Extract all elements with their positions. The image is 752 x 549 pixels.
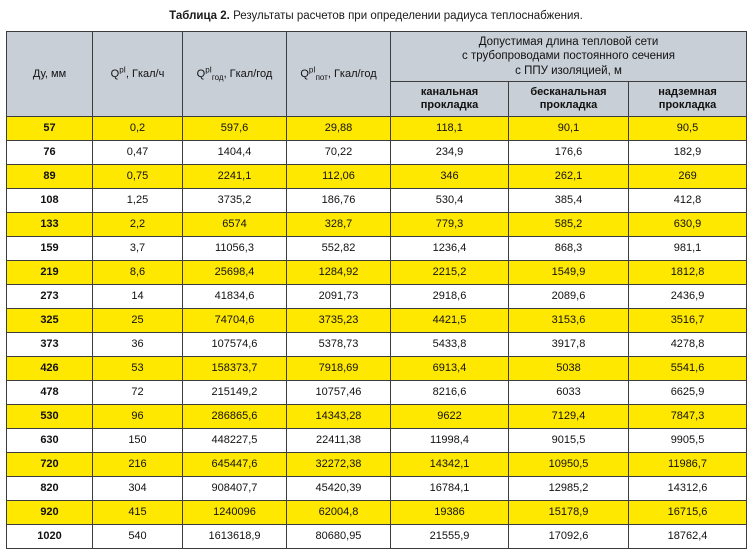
- header-q-loss: [287, 31, 391, 117]
- cell-q-year: 448227,5: [183, 429, 287, 453]
- cell-len-channelless: 262,1: [509, 165, 629, 189]
- cell-q-loss: 32272,38: [287, 453, 391, 477]
- header-allowed-length-group: [391, 31, 747, 81]
- header-channel-laying: канальная прокладка: [391, 81, 509, 116]
- table-row: [7, 405, 747, 429]
- header-q-loss-unit: , Гкал/год: [327, 67, 377, 80]
- cell-len-above: 3516,7: [629, 309, 747, 333]
- cell-q-year: 1613618,9: [183, 525, 287, 549]
- cell-dn: 478: [7, 381, 93, 405]
- cell-q-hour: 0,47: [93, 141, 183, 165]
- table-row: [7, 333, 747, 357]
- cell-len-above: 412,8: [629, 189, 747, 213]
- cell-q-loss: 70,22: [287, 141, 391, 165]
- cell-q-loss: 112,06: [287, 165, 391, 189]
- cell-len-above: 2436,9: [629, 285, 747, 309]
- cell-len-channelless: 3153,6: [509, 309, 629, 333]
- header-q-hour-symbol: Q: [110, 67, 120, 80]
- header-q-hour-sup: рI: [119, 65, 126, 75]
- cell-q-loss: 7918,69: [287, 357, 391, 381]
- cell-len-channelless: 176,6: [509, 141, 629, 165]
- cell-dn: 133: [7, 213, 93, 237]
- cell-len-above: 182,9: [629, 141, 747, 165]
- cell-len-channelless: 10950,5: [509, 453, 629, 477]
- cell-q-loss: 2091,73: [287, 285, 391, 309]
- caption-label: Таблица 2.: [169, 10, 230, 22]
- header-q-year-unit: , Гкал/год: [223, 67, 273, 80]
- header-dn: [7, 31, 93, 117]
- cell-len-above: 981,1: [629, 237, 747, 261]
- cell-q-hour: 96: [93, 405, 183, 429]
- cell-len-channelless: 2089,6: [509, 285, 629, 309]
- header-q-year-sub: год: [211, 72, 224, 82]
- cell-dn: 108: [7, 189, 93, 213]
- cell-len-channel: 234,9: [391, 141, 509, 165]
- cell-dn: 159: [7, 237, 93, 261]
- group-line-3: с ППУ изоляцией, м: [515, 64, 622, 77]
- cell-len-channelless: 17092,6: [509, 525, 629, 549]
- table-row: [7, 453, 747, 477]
- cell-q-hour: 72: [93, 381, 183, 405]
- table-row: [7, 261, 747, 285]
- cell-len-channel: 4421,5: [391, 309, 509, 333]
- cell-len-above: 90,5: [629, 117, 747, 141]
- header-q-loss-sup: рI: [308, 65, 316, 75]
- cell-len-above: 269: [629, 165, 747, 189]
- table-row: [7, 429, 747, 453]
- cell-dn: 1020: [7, 525, 93, 549]
- table-row: [7, 141, 747, 165]
- header-dn-label: Ду, мм: [32, 67, 67, 80]
- cell-len-channel: 530,4: [391, 189, 509, 213]
- cell-len-channelless: 1549,9: [509, 261, 629, 285]
- cell-len-channelless: 868,3: [509, 237, 629, 261]
- cell-len-channelless: 3917,8: [509, 333, 629, 357]
- cell-q-hour: 1,25: [93, 189, 183, 213]
- cell-q-loss: 1284,92: [287, 261, 391, 285]
- cell-q-year: 158373,7: [183, 357, 287, 381]
- caption-text: Результаты расчетов при определении радиуса теплоснабжения.: [233, 10, 583, 22]
- cell-q-hour: 8,6: [93, 261, 183, 285]
- cell-len-channel: 14342,1: [391, 453, 509, 477]
- results-table: [6, 31, 747, 549]
- cell-q-hour: 2,2: [93, 213, 183, 237]
- table-caption: [6, 10, 746, 24]
- cell-len-channel: 6913,4: [391, 357, 509, 381]
- cell-q-hour: 540: [93, 525, 183, 549]
- cell-len-channel: 21555,9: [391, 525, 509, 549]
- cell-len-channel: 8216,6: [391, 381, 509, 405]
- table-row: [7, 285, 747, 309]
- header-q-loss-symbol: Q: [300, 67, 309, 80]
- cell-len-channel: 1236,4: [391, 237, 509, 261]
- cell-q-year: 107574,6: [183, 333, 287, 357]
- cell-q-hour: 14: [93, 285, 183, 309]
- cell-len-above: 16715,6: [629, 501, 747, 525]
- cell-q-year: 25698,4: [183, 261, 287, 285]
- cell-dn: 820: [7, 477, 93, 501]
- cell-q-hour: 216: [93, 453, 183, 477]
- cell-q-year: 597,6: [183, 117, 287, 141]
- table-row: [7, 213, 747, 237]
- cell-len-channel: 2215,2: [391, 261, 509, 285]
- cell-dn: 89: [7, 165, 93, 189]
- cell-dn: 273: [7, 285, 93, 309]
- cell-dn: 219: [7, 261, 93, 285]
- table-row: [7, 165, 747, 189]
- cell-q-loss: 29,88: [287, 117, 391, 141]
- header-q-year-sup: рI: [205, 65, 212, 75]
- cell-q-year: 11056,3: [183, 237, 287, 261]
- cell-q-hour: 150: [93, 429, 183, 453]
- cell-q-hour: 0,75: [93, 165, 183, 189]
- cell-q-loss: 10757,46: [287, 381, 391, 405]
- cell-q-loss: 552,82: [287, 237, 391, 261]
- header-q-hour: [93, 31, 183, 117]
- cell-len-above: 9905,5: [629, 429, 747, 453]
- cell-len-above: 7847,3: [629, 405, 747, 429]
- cell-dn: 920: [7, 501, 93, 525]
- cell-q-year: 1240096: [183, 501, 287, 525]
- cell-q-year: 286865,6: [183, 405, 287, 429]
- cell-q-loss: 45420,39: [287, 477, 391, 501]
- cell-len-channelless: 90,1: [509, 117, 629, 141]
- cell-q-loss: 22411,38: [287, 429, 391, 453]
- cell-dn: 373: [7, 333, 93, 357]
- cell-q-year: 41834,6: [183, 285, 287, 309]
- cell-dn: 630: [7, 429, 93, 453]
- cell-len-channelless: 5038: [509, 357, 629, 381]
- cell-q-year: 2241,1: [183, 165, 287, 189]
- cell-len-channelless: 15178,9: [509, 501, 629, 525]
- cell-q-hour: 304: [93, 477, 183, 501]
- cell-len-channel: 118,1: [391, 117, 509, 141]
- cell-len-channel: 19386: [391, 501, 509, 525]
- cell-q-year: 6574: [183, 213, 287, 237]
- cell-dn: 325: [7, 309, 93, 333]
- group-line-1: Допустимая длина тепловой сети: [478, 35, 659, 48]
- cell-len-channel: 2918,6: [391, 285, 509, 309]
- cell-dn: 720: [7, 453, 93, 477]
- header-channelless-laying: бесканальная прокладка: [509, 81, 629, 116]
- header-q-loss-sub: пот: [315, 72, 328, 82]
- cell-q-loss: 62004,8: [287, 501, 391, 525]
- cell-q-year: 1404,4: [183, 141, 287, 165]
- cell-len-above: 14312,6: [629, 477, 747, 501]
- cell-q-hour: 53: [93, 357, 183, 381]
- cell-len-channel: 9622: [391, 405, 509, 429]
- cell-len-channel: 16784,1: [391, 477, 509, 501]
- cell-len-channelless: 7129,4: [509, 405, 629, 429]
- cell-len-channel: 11998,4: [391, 429, 509, 453]
- cell-q-year: 215149,2: [183, 381, 287, 405]
- table-row: [7, 117, 747, 141]
- cell-q-loss: 3735,23: [287, 309, 391, 333]
- cell-q-hour: 36: [93, 333, 183, 357]
- cell-q-year: 908407,7: [183, 477, 287, 501]
- cell-len-above: 630,9: [629, 213, 747, 237]
- cell-len-above: 18762,4: [629, 525, 747, 549]
- cell-q-hour: 0,2: [93, 117, 183, 141]
- cell-len-above: 11986,7: [629, 453, 747, 477]
- table-row: [7, 309, 747, 333]
- cell-len-channelless: 385,4: [509, 189, 629, 213]
- cell-dn: 57: [7, 117, 93, 141]
- header-q-hour-unit: , Гкал/ч: [125, 67, 165, 80]
- header-q-year-symbol: Q: [196, 67, 206, 80]
- group-line-2: с трубопроводами постоянного сечения: [462, 50, 676, 63]
- header-q-year: [183, 31, 287, 117]
- table-row: [7, 189, 747, 213]
- cell-len-above: 1812,8: [629, 261, 747, 285]
- cell-q-loss: 80680,95: [287, 525, 391, 549]
- cell-len-above: 5541,6: [629, 357, 747, 381]
- cell-len-channelless: 585,2: [509, 213, 629, 237]
- cell-q-year: 74704,6: [183, 309, 287, 333]
- cell-dn: 530: [7, 405, 93, 429]
- table-row: [7, 477, 747, 501]
- cell-q-hour: 3,7: [93, 237, 183, 261]
- cell-q-loss: 14343,28: [287, 405, 391, 429]
- cell-len-channelless: 9015,5: [509, 429, 629, 453]
- table-header-row-1: [7, 31, 747, 81]
- table-row: [7, 237, 747, 261]
- cell-len-channel: 346: [391, 165, 509, 189]
- cell-q-hour: 415: [93, 501, 183, 525]
- cell-len-above: 4278,8: [629, 333, 747, 357]
- cell-len-channelless: 12985,2: [509, 477, 629, 501]
- cell-q-year: 3735,2: [183, 189, 287, 213]
- cell-q-hour: 25: [93, 309, 183, 333]
- cell-len-above: 6625,9: [629, 381, 747, 405]
- cell-q-loss: 328,7: [287, 213, 391, 237]
- cell-dn: 76: [7, 141, 93, 165]
- cell-len-channelless: 6033: [509, 381, 629, 405]
- header-above-ground-laying: надземная прокладка: [629, 81, 747, 116]
- table-row: [7, 381, 747, 405]
- cell-len-channel: 779,3: [391, 213, 509, 237]
- cell-q-loss: 5378,73: [287, 333, 391, 357]
- cell-q-year: 645447,6: [183, 453, 287, 477]
- table-body: [7, 117, 747, 549]
- table-head: [7, 31, 747, 117]
- table-row: [7, 501, 747, 525]
- cell-q-loss: 186,76: [287, 189, 391, 213]
- cell-len-channel: 5433,8: [391, 333, 509, 357]
- table-row: [7, 357, 747, 381]
- cell-dn: 426: [7, 357, 93, 381]
- table-row: [7, 525, 747, 549]
